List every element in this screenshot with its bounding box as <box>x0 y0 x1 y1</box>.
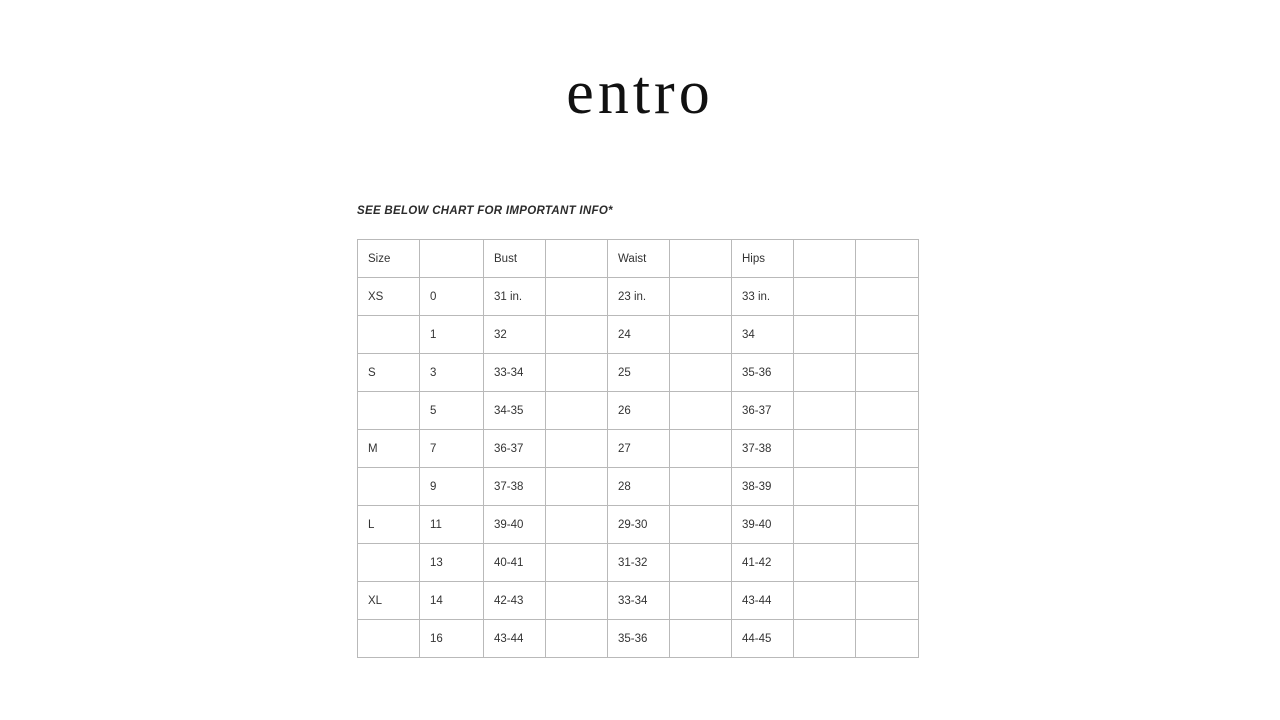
table-cell: 43-44 <box>484 620 546 658</box>
table-cell: 32 <box>484 316 546 354</box>
table-cell <box>670 278 732 316</box>
table-cell: XS <box>358 278 420 316</box>
size-chart-body <box>358 240 919 658</box>
table-cell <box>546 430 608 468</box>
table-cell <box>856 392 919 430</box>
table-cell: 44-45 <box>732 620 794 658</box>
table-cell <box>670 582 732 620</box>
table-cell: 42-43 <box>484 582 546 620</box>
column-header <box>670 240 732 278</box>
brand-logo: entro <box>566 59 714 127</box>
chart-note: SEE BELOW CHART FOR IMPORTANT INFO* <box>357 205 613 217</box>
table-cell: 37-38 <box>484 468 546 506</box>
table-cell <box>794 392 856 430</box>
table-cell <box>546 620 608 658</box>
table-cell: 23 in. <box>608 278 670 316</box>
table-cell: 39-40 <box>484 506 546 544</box>
table-cell: 26 <box>608 392 670 430</box>
column-header <box>546 240 608 278</box>
table-cell <box>856 354 919 392</box>
table-cell: 37-38 <box>732 430 794 468</box>
table-cell: 16 <box>420 620 484 658</box>
table-cell <box>546 468 608 506</box>
table-cell <box>856 316 919 354</box>
table-row <box>358 544 919 582</box>
table-cell <box>856 506 919 544</box>
table-cell: 13 <box>420 544 484 582</box>
table-cell <box>358 620 420 658</box>
table-cell <box>670 544 732 582</box>
table-cell <box>856 620 919 658</box>
table-cell: M <box>358 430 420 468</box>
table-row <box>358 354 919 392</box>
table-cell <box>546 392 608 430</box>
table-cell <box>856 430 919 468</box>
table-row <box>358 316 919 354</box>
table-cell <box>856 544 919 582</box>
table-cell <box>856 278 919 316</box>
size-chart-table <box>357 239 919 658</box>
table-cell: 28 <box>608 468 670 506</box>
column-header: Hips <box>732 240 794 278</box>
table-cell: 25 <box>608 354 670 392</box>
table-cell <box>358 316 420 354</box>
table-cell <box>546 544 608 582</box>
table-cell: 14 <box>420 582 484 620</box>
table-cell <box>670 620 732 658</box>
column-header <box>856 240 919 278</box>
column-header <box>420 240 484 278</box>
table-cell: 36-37 <box>732 392 794 430</box>
table-header-row <box>358 240 919 278</box>
table-cell <box>358 468 420 506</box>
table-cell <box>546 582 608 620</box>
table-cell: 31-32 <box>608 544 670 582</box>
table-cell <box>670 316 732 354</box>
table-cell: 27 <box>608 430 670 468</box>
table-cell <box>546 354 608 392</box>
table-cell: 11 <box>420 506 484 544</box>
table-cell <box>546 316 608 354</box>
table-cell: 38-39 <box>732 468 794 506</box>
table-cell: 0 <box>420 278 484 316</box>
table-cell <box>670 392 732 430</box>
table-cell <box>794 582 856 620</box>
table-cell <box>794 316 856 354</box>
table-cell: 35-36 <box>608 620 670 658</box>
table-cell: 40-41 <box>484 544 546 582</box>
table-cell <box>670 354 732 392</box>
column-header <box>794 240 856 278</box>
table-cell <box>794 506 856 544</box>
table-row <box>358 392 919 430</box>
table-cell <box>670 468 732 506</box>
table-cell: 43-44 <box>732 582 794 620</box>
table-cell: 33-34 <box>484 354 546 392</box>
table-row <box>358 582 919 620</box>
table-cell: 5 <box>420 392 484 430</box>
table-cell <box>794 278 856 316</box>
table-cell <box>794 544 856 582</box>
table-cell: 36-37 <box>484 430 546 468</box>
table-cell: 1 <box>420 316 484 354</box>
table-cell: S <box>358 354 420 392</box>
table-cell: 9 <box>420 468 484 506</box>
table-cell <box>546 506 608 544</box>
table-cell: 31 in. <box>484 278 546 316</box>
table-cell <box>670 506 732 544</box>
table-row <box>358 468 919 506</box>
column-header: Bust <box>484 240 546 278</box>
table-cell: 39-40 <box>732 506 794 544</box>
table-row <box>358 430 919 468</box>
table-cell: 7 <box>420 430 484 468</box>
column-header: Waist <box>608 240 670 278</box>
table-row <box>358 506 919 544</box>
table-cell: 33 in. <box>732 278 794 316</box>
column-header: Size <box>358 240 420 278</box>
table-cell <box>794 430 856 468</box>
table-row <box>358 278 919 316</box>
table-cell <box>794 620 856 658</box>
table-cell <box>856 468 919 506</box>
table-cell: 3 <box>420 354 484 392</box>
table-cell: 33-34 <box>608 582 670 620</box>
table-cell <box>670 430 732 468</box>
table-cell: 35-36 <box>732 354 794 392</box>
table-cell: 29-30 <box>608 506 670 544</box>
table-cell: 34 <box>732 316 794 354</box>
table-cell: L <box>358 506 420 544</box>
table-row <box>358 620 919 658</box>
size-chart-container <box>357 239 918 658</box>
table-cell <box>358 392 420 430</box>
table-cell: 24 <box>608 316 670 354</box>
table-cell <box>794 468 856 506</box>
table-cell <box>856 582 919 620</box>
table-cell: 41-42 <box>732 544 794 582</box>
table-cell: 34-35 <box>484 392 546 430</box>
table-cell: XL <box>358 582 420 620</box>
table-cell <box>358 544 420 582</box>
table-cell <box>546 278 608 316</box>
table-cell <box>794 354 856 392</box>
